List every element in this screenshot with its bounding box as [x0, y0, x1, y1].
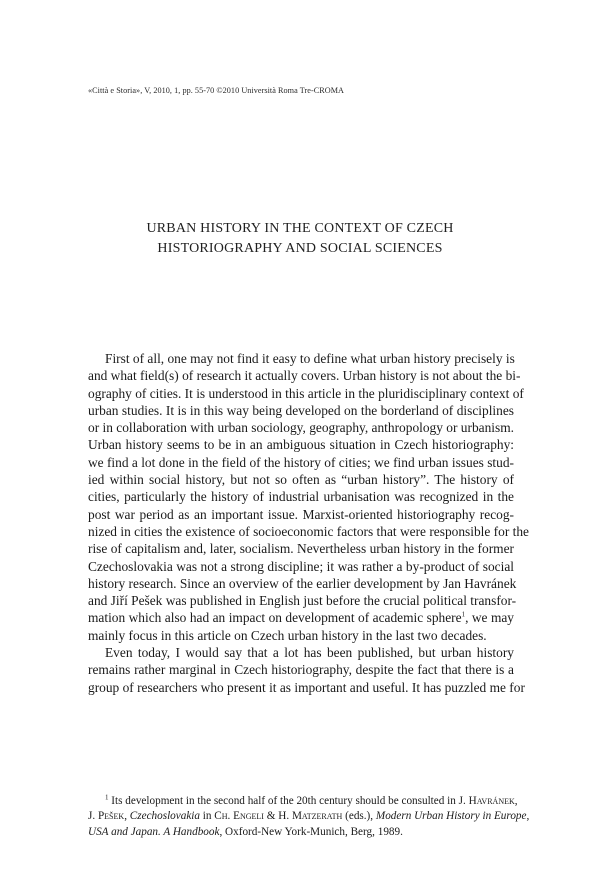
text-line: and what field(s) of research it actually covers. Urban history is not about the bi-: [88, 368, 521, 384]
footnote-line: [88, 825, 514, 840]
text-line: Even today, I would say that a lot has been published, but urban history: [105, 645, 514, 661]
work-title: Czechoslovakia: [129, 810, 200, 823]
text-line: urban studies. It is in this way being developed on the borderland of disciplines: [88, 402, 514, 418]
paragraph-2: [88, 644, 525, 696]
running-head: «Città e Storia», V, 2010, 1, pp. 55-70 ©2010 Università Roma Tre-CROMA: [88, 86, 344, 95]
article-body: [88, 350, 529, 696]
author-name: Ch. Engeli: [214, 810, 264, 823]
author-name: Matzerath: [291, 810, 343, 823]
footnote-number: 1: [105, 793, 109, 802]
text-line: Urban history seems to be in an ambiguous situation in Czech historiography:: [88, 437, 514, 453]
footnote-1: [88, 793, 530, 840]
text-line-with-footnote: [88, 609, 514, 626]
text-segment: J.: [88, 810, 98, 823]
footnote-line: [88, 809, 530, 824]
text-line: cities, particularly the history of industrial urbanisation was recognized in the: [88, 489, 514, 505]
footnote-line: [88, 793, 518, 809]
text-line: we find a lot done in the field of the history of cities; we find urban issues stud-: [88, 454, 514, 470]
author-name: Pešek: [97, 810, 125, 823]
text-line: ography of cities. It is understood in this article in the pluridisciplinary context of: [88, 385, 524, 401]
paragraph-1: [88, 350, 529, 644]
text-line: mainly focus in this article on Czech urban history in the last two decades.: [88, 627, 487, 643]
book-title: USA and Japan. A Handbook: [88, 825, 220, 838]
book-title: Modern Urban History in Europe,: [375, 810, 530, 823]
text-line: nized in cities the existence of socioeconomic factors that were responsible for the: [88, 523, 529, 539]
title-line-1: URBAN HISTORY IN THE CONTEXT OF CZECH: [146, 221, 454, 236]
text-segment: (eds.),: [342, 810, 376, 823]
text-line: and Jiří Pešek was published in English just before the crucial political transfor-: [88, 593, 517, 609]
text-line: or in collaboration with urban sociology, geography, anthropology or urbanism.: [88, 420, 514, 436]
text-line: history research. Since an overview of the earlier development by Jan Havránek: [88, 575, 517, 591]
text-line: remains rather marginal in Czech historiography, despite the fact that there is a: [88, 662, 514, 678]
author-name: Havránek: [468, 795, 515, 807]
text-line: First of all, one may not find it easy to define what urban history precisely is: [105, 351, 515, 366]
text-line: Czechoslovakia was not a strong discipline; it was rather a by-product of social: [88, 558, 514, 574]
article-title: [60, 219, 540, 259]
footnote-reference[interactable]: 1: [461, 610, 466, 619]
text-segment: , we may: [465, 610, 515, 626]
text-segment: ,: [124, 810, 130, 823]
text-line: ied within social history, but not so often as “urban history”. The history of: [88, 472, 514, 488]
text-line: post war period as an important issue. Marxist-oriented historiography recog-: [88, 506, 514, 522]
text-line: rise of capitalism and, later, socialism. Nevertheless urban history in the former: [88, 541, 514, 557]
text-line: group of researchers who present it as important and useful. It has puzzled me for: [88, 679, 525, 695]
text-segment: & H.: [263, 810, 292, 823]
text-segment: in: [200, 810, 215, 823]
title-line-2: HISTORIOGRAPHY AND SOCIAL SCIENCES: [157, 241, 443, 256]
text-segment: , Oxford-New York-Munich, Berg, 1989.: [219, 825, 403, 838]
text-segment: ,: [514, 795, 518, 807]
text-segment: mation which also had an impact on development of academic sphere: [88, 610, 462, 626]
text-segment: Its development in the second half of the 20th century should be consulted in J.: [111, 795, 469, 807]
